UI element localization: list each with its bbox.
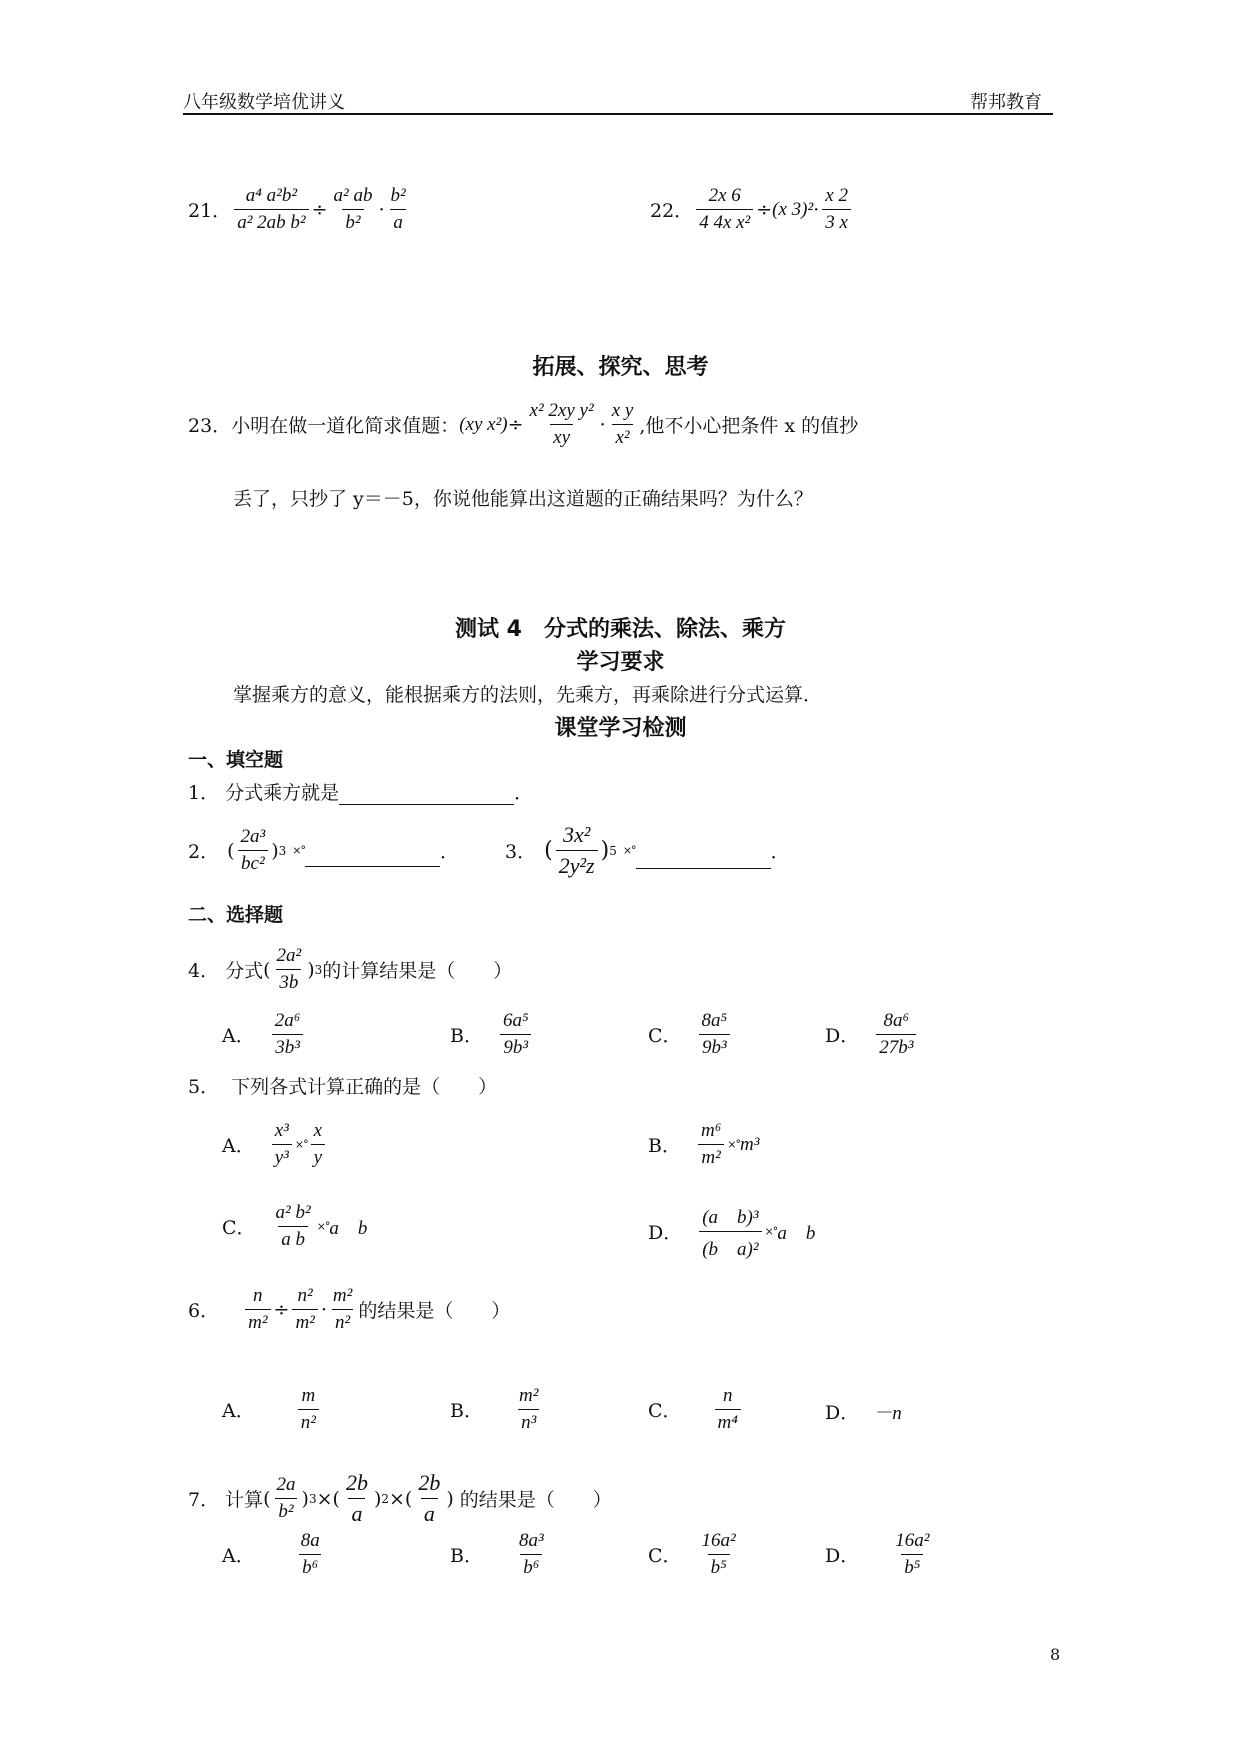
question-text: 计算 [225,1489,264,1511]
question-number: 5． [188,1076,220,1098]
fraction [298,1530,323,1579]
denominator: b⁵ [901,1554,923,1579]
question-number: 22． [650,200,694,222]
option-label: C． [222,1217,256,1239]
part-1-title: 一、填空题 [188,749,284,771]
option-b[interactable] [450,1010,535,1059]
denominator: b⁶ [299,1554,321,1579]
fraction [876,1010,916,1059]
question-text: 的计算结果是（ ） [322,960,513,982]
option-label: B． [450,1545,483,1567]
operator: ÷ [311,198,328,221]
fraction [822,185,851,234]
fraction [292,1285,317,1334]
fraction [311,1120,325,1169]
denominator: b² [342,209,363,234]
answer-blank[interactable] [636,850,771,869]
denominator: y [311,1144,325,1169]
question-number: 3． [505,841,537,863]
option-c[interactable] [648,1530,742,1579]
numerator: 6a⁵ [502,1010,529,1031]
question-number: 1． [188,782,220,804]
question-7: 7． 计算 ( $\frac{2a}{\text{b²}}$ ) 3 × ( $\frac{2b}{a}$ ) 2 × ( $\frac{2b}{a}$ ) 的结果是（ ） [188,1470,612,1526]
operator: ÷ [273,1298,290,1321]
operator: ÷ [756,198,773,221]
denominator: 27b³ [876,1034,916,1059]
test-title: 测试 4 分式的乘法、除法、乘方 [455,617,786,642]
numerator: (a b)³ [702,1207,759,1228]
operator: × [316,1487,333,1510]
check-title: 课堂学习检测 [554,716,687,741]
question-number: 4． [188,960,220,982]
question-text: 小明在做一道化简求值题： [231,415,460,437]
numerator: x³ [274,1120,289,1141]
question-number: 23． [188,415,232,437]
option-label: D． [825,1402,860,1424]
fraction [330,1285,355,1334]
option-c[interactable] [648,1010,733,1059]
fraction [698,1120,724,1169]
fraction [699,1010,731,1059]
denominator: b⁵ [708,1554,730,1579]
option-label: D． [825,1025,860,1047]
operator: · [813,198,820,221]
denominator: (b a)² [699,1231,761,1261]
equals-mark: ×° [294,1138,308,1151]
numerator: 16a² [701,1530,736,1551]
fraction [245,1285,270,1334]
fraction [272,1010,304,1059]
option-b[interactable] [648,1120,759,1169]
header-left: 八年级数学培优讲义 [183,92,345,113]
numerator: 8a⁶ [883,1010,910,1031]
numerator: a⁴ a²b² [245,185,298,206]
numerator: 2a² [276,945,302,966]
fraction [238,826,269,875]
option-label: B． [450,1025,483,1047]
question-6 [188,1285,510,1334]
expression: m³ [740,1133,760,1155]
denominator: 3 x [822,209,851,234]
option-label: B． [450,1400,483,1422]
option-a[interactable] [222,1530,326,1579]
numerator: m⁶ [700,1120,722,1141]
fraction [715,1385,741,1434]
numerator: 2a⁶ [274,1010,301,1031]
numerator: 2b [345,1470,368,1495]
expression: a b [777,1223,816,1244]
denominator: xy [550,424,573,449]
question-3: 3． ( $\frac{\text{3x²}}{\text{2y²z}}$ ) 5 ×° ． [505,822,790,878]
denominator: a b [278,1226,308,1251]
operator: · [378,198,385,221]
numerator: x² 2xy y² [529,400,594,421]
question-23 [188,400,858,449]
option-d[interactable] [825,1398,902,1425]
question-5 [188,1072,497,1099]
part-2-title: 二、选择题 [188,904,284,926]
option-a[interactable] [222,1120,328,1169]
period: ． [514,782,534,804]
denominator: a [348,1498,365,1527]
denominator: m² [245,1309,270,1334]
fraction [699,1530,739,1579]
denominator: n² [298,1409,319,1434]
fraction [516,1530,547,1579]
denominator: 3b [276,969,301,994]
question-text: ,他不小心把条件 x 的值抄 [639,415,859,437]
option-c[interactable] [648,1385,744,1434]
denominator: b² [275,1498,296,1523]
option-label: A． [222,1400,255,1422]
option-d[interactable] [648,1202,815,1261]
denominator: 9b³ [699,1034,730,1059]
denominator: bc² [238,850,268,875]
denominator: m² [292,1309,317,1334]
fraction [609,400,637,449]
option-a[interactable] [222,1385,322,1434]
question-21 [188,185,412,234]
fraction [516,1385,541,1434]
denominator: x² [612,424,632,449]
denominator: a² 2ab b² [234,209,308,234]
fraction [234,185,308,234]
fraction [696,185,753,234]
option-label: A． [222,1545,255,1567]
question-number: 6． [188,1300,220,1322]
question-23-line2: 丢了，只抄了 y＝－5，你说他能算出这道题的正确结果吗？为什么？ [233,488,813,510]
option-label: C． [648,1400,682,1422]
question-text: 的结果是（ ） [358,1300,511,1322]
fraction [274,945,305,994]
numerator: b² [390,185,406,206]
operator: ÷ [507,413,524,436]
operator: × [389,1487,405,1510]
numerator: x 2 [825,185,848,206]
fraction [272,1120,292,1169]
option-d[interactable] [825,1010,919,1059]
section-extend-title: 拓展、探究、思考 [532,355,709,380]
option-b[interactable] [450,1530,550,1579]
fraction [343,1470,371,1527]
fraction [556,822,598,879]
fraction [388,185,409,234]
denominator: m⁴ [715,1409,741,1434]
requirements-text: 掌握乘方的意义，能根据乘方的法则，先乘方，再乘除进行分式运算． [233,684,823,706]
page-number: 8 [1050,1645,1061,1664]
requirements-title: 学习要求 [576,650,665,675]
option-label: A． [222,1135,255,1157]
numerator: 8a³ [518,1530,544,1551]
question-text: 下列各式计算正确的是（ ） [231,1076,498,1098]
numerator: 2a [276,1474,296,1495]
denominator: a [421,1498,438,1527]
numerator: a² ab [333,185,373,206]
denominator: y³ [272,1144,292,1169]
denominator: m² [698,1144,723,1169]
numerator: 8a⁵ [701,1010,728,1031]
option-c[interactable] [222,1202,367,1251]
numerator: 2x 6 [708,185,741,206]
question-text: 的结果是（ ） [459,1489,612,1511]
fraction [500,1010,532,1059]
option-label: C． [648,1025,682,1047]
option-text: －n [873,1403,902,1424]
equals-mark: ×° [316,1220,330,1233]
header-rule [183,113,1053,115]
numerator: 8a [300,1530,320,1551]
denominator: 9b³ [500,1034,531,1059]
operator: · [599,413,606,436]
denominator: n² [332,1309,353,1334]
question-text: 分式 [225,960,264,982]
option-label: A． [222,1025,255,1047]
denominator: 2y²z [556,850,598,879]
option-b[interactable] [450,1385,544,1434]
equals-mark: ×° [764,1225,778,1238]
numerator: m² [518,1385,539,1406]
question-2: 2． ( $\frac{\text{2a³}}{\text{bc²}}$ ) 3 ×° ． [188,826,460,874]
fraction [274,1474,299,1523]
expression: (xy x²) [459,413,508,435]
numerator: 16a² [895,1530,930,1551]
option-label: B． [648,1135,681,1157]
fraction [527,400,597,449]
denominator: n³ [518,1409,539,1434]
period: ． [770,841,790,863]
numerator: n [722,1385,733,1406]
expression: (x 3)² [772,198,814,220]
answer-blank[interactable] [339,786,514,805]
numerator: x [313,1120,323,1141]
numerator: n² [297,1285,313,1306]
question-22 [650,185,854,234]
fraction [415,1470,443,1527]
numerator: 2b [418,1470,441,1495]
numerator: 2a³ [240,826,266,847]
fraction [273,1202,314,1251]
denominator: b⁶ [520,1554,542,1579]
header-right: 帮邦教育 [970,92,1042,113]
numerator: m [301,1385,316,1406]
option-label: D． [648,1222,683,1244]
fraction [331,185,376,234]
numerator: a² b² [275,1202,311,1223]
option-label: C． [648,1545,682,1567]
operator: · [320,1298,327,1321]
equals-mark: ×° [622,844,636,857]
period: ． [440,841,460,863]
numerator: 3x² [562,822,591,847]
numerator: m² [332,1285,353,1306]
equals-mark: ×° [292,844,305,857]
question-text: 分式乘方就是 [225,782,340,804]
question-number: 21． [188,200,232,222]
option-d[interactable] [825,1530,935,1579]
equals-mark: ×° [727,1138,741,1151]
option-label: D． [825,1545,860,1567]
answer-blank[interactable] [305,848,440,867]
question-1 [188,778,533,805]
denominator: 3b³ [272,1034,303,1059]
denominator: a [390,209,406,234]
question-number: 7． [188,1489,220,1511]
fraction [699,1202,761,1261]
fraction [298,1385,319,1434]
question-number: 2． [188,841,220,863]
expression: a b [329,1218,368,1239]
numerator: x y [611,400,634,421]
option-a[interactable] [222,1010,306,1059]
question-4: 4． 分式 ( $\frac{\text{2a²}}{3b}$ ) 3 的计算结果是（ ） [188,945,513,993]
denominator: 4 4x x² [696,209,753,234]
numerator: n [253,1285,263,1306]
fraction [892,1530,932,1579]
